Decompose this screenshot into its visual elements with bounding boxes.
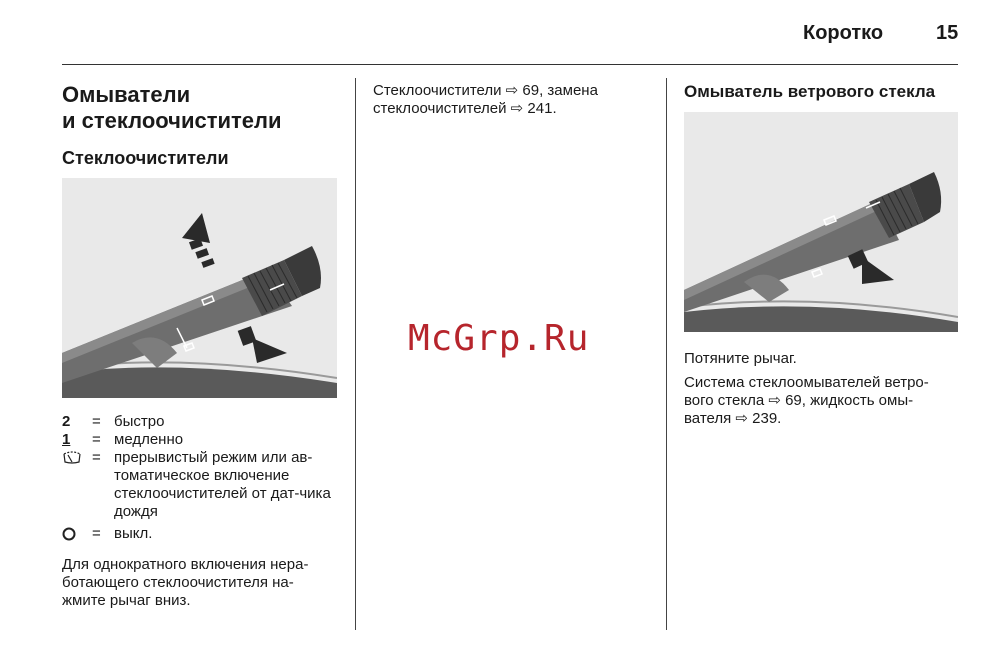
legend-value-fast: быстро: [114, 413, 165, 430]
legend-key-2: 2: [62, 413, 71, 430]
column-divider-2: [666, 78, 667, 630]
legend-equals: =: [92, 413, 101, 430]
legend-row-fast: [62, 413, 352, 431]
legend-row-off: [62, 525, 352, 543]
single-wipe-note: Для однократного включения нера-ботающего стеклоочистителя на-жмите рычаг вниз.: [62, 556, 309, 609]
interval-wiper-icon: [62, 451, 84, 470]
legend-equals: =: [92, 431, 101, 448]
section-title: [62, 82, 342, 134]
legend-value-slow: медленно: [114, 431, 184, 448]
wiper-lever-drawing: [62, 178, 337, 398]
washer-lever-illustration: [684, 112, 958, 332]
washer-references: Система стеклоомывателей ветро-вого стекла ⇨ 69, жидкость омы-вателя ⇨ 239.: [684, 374, 929, 427]
legend-key-1: 1: [62, 431, 71, 448]
washer-instruction: Потяните рычаг.: [684, 350, 797, 367]
legend-equals: =: [92, 525, 101, 542]
legend-row-slow: [62, 431, 352, 449]
wiper-lever-illustration: [62, 178, 337, 398]
section-title-line-2: и стеклоочистители: [62, 108, 282, 133]
washer-lever-drawing: [684, 112, 958, 332]
wiper-references: Стеклоочистители ⇨ 69, замена стеклоочистителей ⇨ 241.: [373, 82, 598, 117]
watermark: McGrp.Ru: [408, 318, 590, 359]
subsection-title-washer: Омыватель ветрового стекла: [684, 82, 936, 101]
running-header-title: Коротко: [803, 22, 884, 44]
legend-row-interval: [62, 449, 352, 529]
header-rule: [62, 64, 958, 65]
page-number: 15: [936, 22, 959, 44]
legend-equals: =: [92, 449, 101, 466]
section-title-line-1: Омыватели: [62, 82, 191, 107]
legend-value-interval: прерывистый режим или ав-томатическое включение стеклоочистителей от дат-чика дождя: [114, 449, 331, 520]
legend-value-off: выкл.: [114, 525, 153, 542]
column-divider-1: [355, 78, 356, 630]
subsection-title-wipers: Стеклоочистители: [62, 148, 229, 168]
off-circle-icon: [62, 527, 84, 546]
